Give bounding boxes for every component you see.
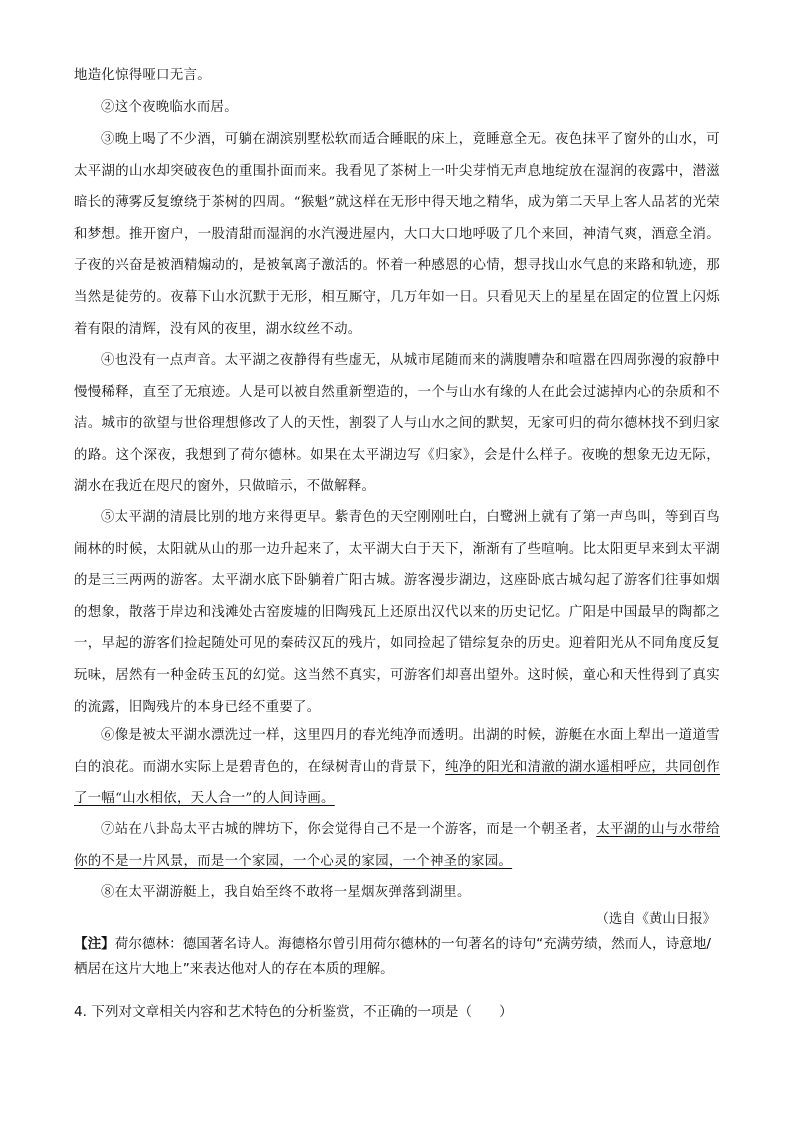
footnote-label: 【注】 [74,936,115,952]
paragraph-2: ②这个夜晚临水而居。 [101,100,238,115]
footnote [74,932,724,982]
paragraph-7 [74,814,720,877]
paragraph-7-text: ⑦站在八卦岛太平古城的牌坊下，你会觉得自己不是一个游客，而是一个朝圣者， [101,822,597,837]
paragraph-7-underlined: 太平湖的山与水带给你的不是一片风景，而是一个家园，一个心灵的家园，一个神圣的家园。 [74,822,720,869]
paragraph-6-text: ⑥像是被太平湖水漂洗过一样，这里四月的春光纯净而透明。出湖的时候，游艇在水面上犁出一道道雪白的浪花。而湖水实际上是碧青色的，在绿树青山的背景下， [74,728,720,775]
paragraph-5: ⑤太平湖的清晨比别的地方来得更早。紫青色的天空刚刚吐白，白鹭洲上就有了第一声鸟叫，等到百鸟闹林的时候，太阳就从山的那一边升起来了，太平湖大白于天下，渐渐有了些喧响。比太阳更早来到太平湖的是三三两两的游客。太平湖水底下卧躺着广阳古城。游客漫步湖边，这座卧底古城勾起了游客们往事如烟的想象，散落于岸边和浅滩处古窑废墟的旧陶残瓦上还原出汉代以来的历史记忆。广阳是中国最早的陶都之一，早起的游客们捡起随处可见的秦砖汉瓦的残片，如同捡起了错综复杂的历史。迎着阳光从不同角度反复玩味，居然有一种金砖玉瓦的幻觉。这当然不真实，可游客们却喜出望外。这时候，童心和天性得到了真实的流露，旧陶残片的本身已经不重要了。 [74,510,720,715]
source-citation: （选自《黄山日报》 [595,912,716,927]
paragraph-8: ⑧在太平湖游艇上，我自始至终不敢将一星烟灰弹落到湖里。 [101,885,471,900]
footnote-text: 荷尔德林：德国著名诗人。海德格尔曾引用荷尔德林的一句著名的诗句“充满劳绩，然而人，诗意地/栖居在这片大地上”来表达他对人的存在本质的理解。 [74,936,711,977]
paragraph-6 [74,720,720,815]
question-4: 4. 下列对文章相关内容和艺术特色的分析鉴赏，不正确的一项是（ ） [74,1004,513,1020]
paragraph-continuation: 地造化惊得哑口无言。 [74,68,211,83]
paragraph-4: ④也没有一点声音。太平湖之夜静得有些虚无，从城市尾随而来的满腹嘈杂和喧嚣在四周弥漫的寂静中慢慢稀释，直至了无痕迹。人是可以被自然重新塑造的，一个与山水有缘的人在此会过滤掉内心的杂质和不洁。城市的欲望与世俗理想修改了人的天性，割裂了人与山水之间的默契，无家可归的荷尔德林找不到归家的路。这个深夜，我想到了荷尔德林。如果在太平湖边写《归家》，会是什么样子。夜晚的想象无边无际，湖水在我近在咫尺的窗外，只做暗示，不做解释。 [74,353,720,495]
paragraph-3: ③晚上喝了不少酒，可躺在湖滨别墅松软而适合睡眠的床上，竟睡意全无。夜色抹平了窗外的山水，可太平湖的山水却突破夜色的重围扑面而来。我看见了茶树上一叶尖芽悄无声息地绽放在湿润的夜露中，潜滋暗长的薄雾反复缭绕于茶树的四周。“猴魁”就这样在无形中得天地之精华，成为第二天早上客人品茗的光荣和梦想。推开窗户，一股清甜而湿润的水汽漫进屋内，大口大口地呼吸了几个来回，神清气爽，酒意全消。子夜的兴奋是被酒精煽动的，是被氧离子激活的。怀着一种感恩的心情，想寻找山水气息的来路和轨迹，那当然是徒劳的。夜幕下山水沉默于无形，相互厮守，几万年如一日。只看见天上的星星在固定的位置上闪烁着有限的清辉，没有风的夜里，湖水纹丝不动。 [74,132,720,337]
paragraph-6-underlined: 纯净的阳光和清澈的湖水遥相呼应，共同创作了一幅“山水相依，天人合一”的人间诗画。 [74,759,720,807]
